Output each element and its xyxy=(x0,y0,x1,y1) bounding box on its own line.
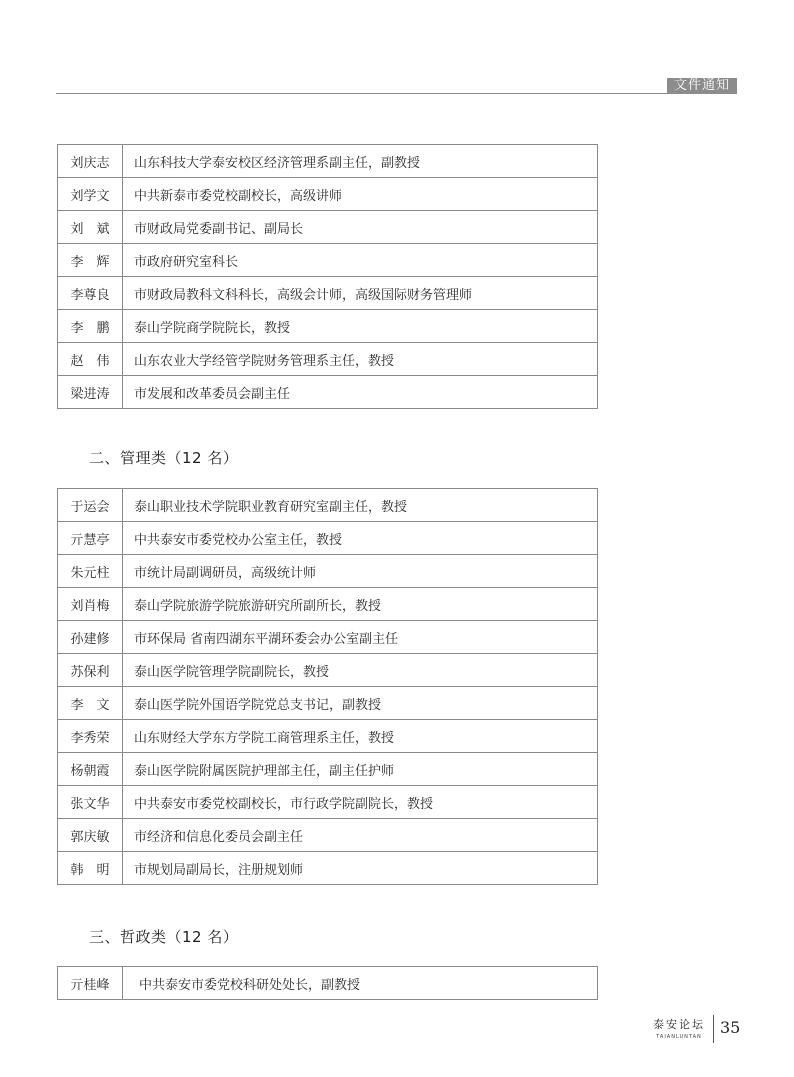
person-name: 亓桂峰 xyxy=(58,967,123,1000)
table-row xyxy=(58,522,598,555)
roster-table-management xyxy=(57,488,598,885)
table-row xyxy=(58,555,598,588)
person-title: 市财政局党委副书记、副局长 xyxy=(123,211,598,244)
person-title: 泰山职业技术学院职业教育研究室副主任，教授 xyxy=(123,489,598,522)
table-row xyxy=(58,310,598,343)
footer-separator xyxy=(713,1015,714,1043)
person-name: 梁进涛 xyxy=(58,376,123,409)
table-row xyxy=(58,277,598,310)
table-row xyxy=(58,967,598,1000)
person-title: 市环保局 省南四湖东平湖环委会办公室副主任 xyxy=(123,621,598,654)
person-title: 中共泰安市委党校科研处处长，副教授 xyxy=(123,967,598,1000)
person-name: 李尊良 xyxy=(58,277,123,310)
table-row xyxy=(58,376,598,409)
person-name: 张文华 xyxy=(58,786,123,819)
brand-name-en: TAIANLUNTAN xyxy=(656,1034,702,1040)
table-row xyxy=(58,654,598,687)
table-row xyxy=(58,819,598,852)
person-title: 泰山医学院外国语学院党总支书记，副教授 xyxy=(123,687,598,720)
person-title: 泰山学院旅游学院旅游研究所副所长，教授 xyxy=(123,588,598,621)
table-row xyxy=(58,753,598,786)
person-name: 亓慧亭 xyxy=(58,522,123,555)
person-name: 刘肖梅 xyxy=(58,588,123,621)
table-row xyxy=(58,687,598,720)
section-heading-philosophy-politics: 三、哲政类（12 名） xyxy=(89,928,239,946)
header-rule xyxy=(56,93,737,94)
person-title: 山东科技大学泰安校区经济管理系副主任，副教授 xyxy=(123,145,598,178)
person-name: 于运会 xyxy=(58,489,123,522)
person-name: 孙建修 xyxy=(58,621,123,654)
person-title: 市发展和改革委员会副主任 xyxy=(123,376,598,409)
person-name: 李 辉 xyxy=(58,244,123,277)
person-title: 市财政局教科文科科长，高级会计师，高级国际财务管理师 xyxy=(123,277,598,310)
person-name: 赵 伟 xyxy=(58,343,123,376)
roster-table-philosophy-politics xyxy=(57,966,598,1000)
person-name: 李 文 xyxy=(58,687,123,720)
person-title: 市统计局副调研员，高级统计师 xyxy=(123,555,598,588)
table-row xyxy=(58,145,598,178)
person-name: 韩 明 xyxy=(58,852,123,885)
person-name: 刘庆志 xyxy=(58,145,123,178)
person-name: 刘学文 xyxy=(58,178,123,211)
table-row xyxy=(58,852,598,885)
table-row xyxy=(58,178,598,211)
brand-name-cn: 泰安论坛 xyxy=(653,1018,705,1031)
table-row xyxy=(58,489,598,522)
person-title: 中共泰安市委党校办公室主任，教授 xyxy=(123,522,598,555)
roster-table-1 xyxy=(57,144,598,409)
person-title: 市经济和信息化委员会副主任 xyxy=(123,819,598,852)
person-name: 李秀荣 xyxy=(58,720,123,753)
table-row xyxy=(58,244,598,277)
person-name: 刘 斌 xyxy=(58,211,123,244)
person-name: 杨朝霞 xyxy=(58,753,123,786)
person-title: 中共泰安市委党校副校长，市行政学院副院长，教授 xyxy=(123,786,598,819)
person-title: 市政府研究室科长 xyxy=(123,244,598,277)
footer-brand xyxy=(650,1016,708,1040)
page-number: 35 xyxy=(720,1018,741,1037)
person-name: 朱元柱 xyxy=(58,555,123,588)
table-row xyxy=(58,343,598,376)
table-row xyxy=(58,621,598,654)
person-name: 郭庆敏 xyxy=(58,819,123,852)
person-name: 李 鹏 xyxy=(58,310,123,343)
table-row xyxy=(58,211,598,244)
person-title: 中共新泰市委党校副校长，高级讲师 xyxy=(123,178,598,211)
person-title: 泰山医学院附属医院护理部主任，副主任护师 xyxy=(123,753,598,786)
table-row xyxy=(58,720,598,753)
person-title: 山东财经大学东方学院工商管理系主任，教授 xyxy=(123,720,598,753)
person-title: 泰山学院商学院院长，教授 xyxy=(123,310,598,343)
table-row xyxy=(58,588,598,621)
person-title: 山东农业大学经管学院财务管理系主任，教授 xyxy=(123,343,598,376)
person-title: 市规划局副局长，注册规划师 xyxy=(123,852,598,885)
person-name: 苏保利 xyxy=(58,654,123,687)
section-heading-management: 二、管理类（12 名） xyxy=(89,449,239,467)
table-row xyxy=(58,786,598,819)
person-title: 泰山医学院管理学院副院长，教授 xyxy=(123,654,598,687)
section-tag: 文件通知 xyxy=(667,78,737,94)
